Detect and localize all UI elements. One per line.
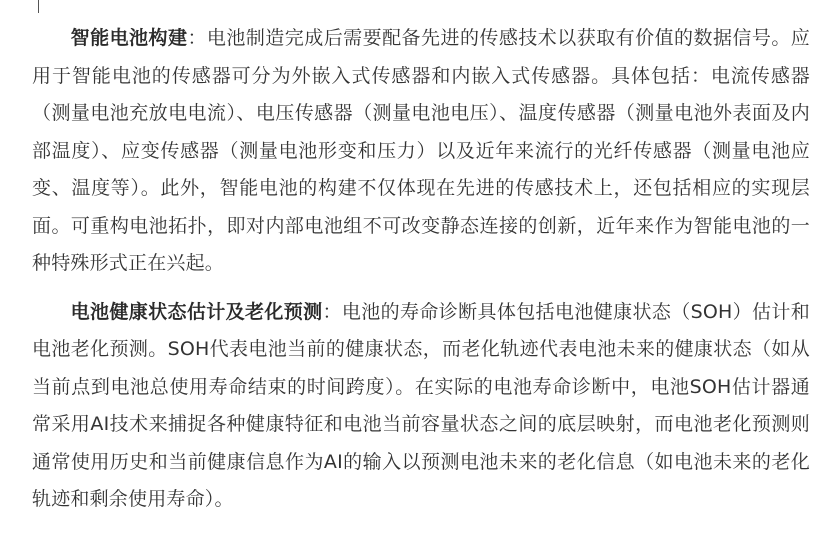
paragraph-battery-health-estimation xyxy=(32,294,810,519)
heading-separator: ： xyxy=(187,27,207,49)
paragraph-heading: 智能电池构建 xyxy=(70,27,188,49)
paragraph-text: 电池制造完成后需要配备先进的传感技术以获取有价值的数据信号。应用于智能电池的传感器可分为外嵌入式传感器和内嵌入式传感器。具体包括：电流传感器（测量电池充放电电流）、电压传感器（测量电池电压）、温度传感器（测量电池外表面及内部温度）、应变传感器（测量电池形变和压力）以及近年来流行的光纤传感器（测量电池应变、温度等）。此外，智能电池的构建不仅体现在先进的传感技术上，还包括相应的实现层面。可重构电池拓扑，即对内部电池组不可改变静态连接的创新，近年来作为智能电池的一种特殊形式正在兴起。 xyxy=(32,27,811,274)
document-body xyxy=(32,20,810,519)
paragraph-heading: 电池健康状态估计及老化预测 xyxy=(70,300,323,323)
paragraph-text: 电池的寿命诊断具体包括电池健康状态（SOH）估计和电池老化预测。SOH代表电池当前的健康状态，而老化轨迹代表电池未来的健康状态（如从当前点到电池总使用寿命结束的时间跨度）。在实际的电池寿命诊断中，电池SOH估计器通常采用AI技术来捕捉各种健康特征和电池当前容量状态之间的底层映射，而电池老化预测则通常使用历史和当前健康信息作为AI的输入以预测电池未来的老化信息（如电池未来的老化轨迹和剩余使用寿命）。 xyxy=(32,300,810,510)
paragraph-smart-battery-construction xyxy=(32,20,810,283)
heading-separator: ： xyxy=(322,300,342,323)
text-cursor xyxy=(38,0,39,13)
